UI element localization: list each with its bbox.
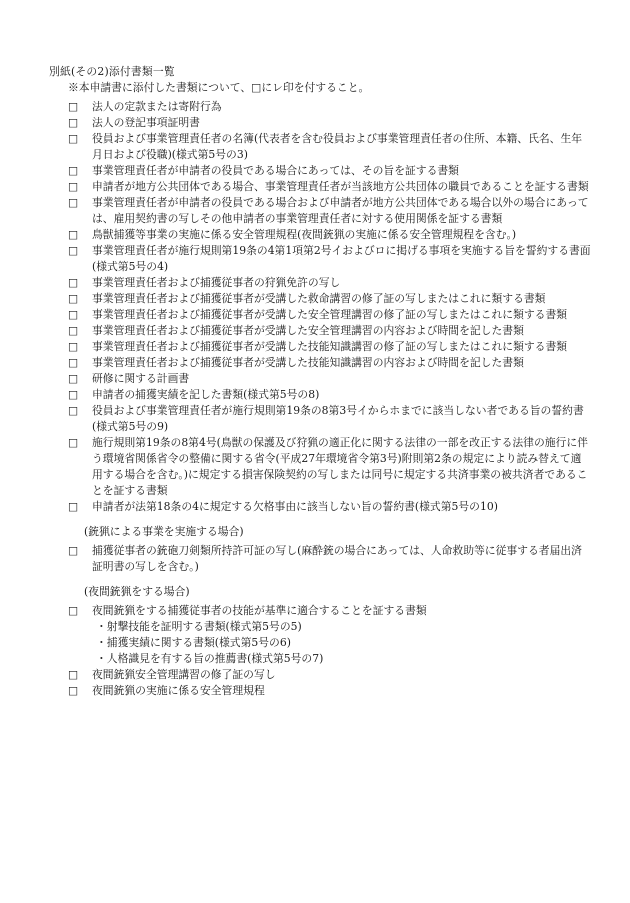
- checkbox-icon[interactable]: □: [68, 500, 79, 513]
- checkbox-icon[interactable]: □: [68, 308, 79, 321]
- checkbox-icon[interactable]: □: [68, 404, 79, 417]
- instruction-note: ※本申請書に添付した書類について、□にレ印を付すること。: [68, 81, 370, 94]
- list-item-text: 事業管理責任者が施行規則第19条の4第1項第2号イおよびロに掲げる事項を実施する旨を誓約する書面(様式第5号の4): [92, 244, 591, 273]
- sub-list-item: ・捕獲実績に関する書類(様式第5号の6): [96, 636, 291, 649]
- list-item-text: 事業管理責任者が申請者の役員である場合にあっては、その旨を証する書類: [92, 164, 459, 177]
- list-item[interactable]: [68, 355, 592, 371]
- list-item[interactable]: [68, 339, 592, 355]
- list-item-text: 事業管理責任者および捕獲従事者の狩猟免許の写し: [92, 276, 341, 289]
- list-item-text: 事業管理責任者および捕獲従事者が受講した技能知識講習の内容および時間を記した書類: [92, 356, 524, 369]
- list-item-text: 事業管理責任者および捕獲従事者が受講した安全管理講習の修了証の写しまたはこれに類する書類: [92, 308, 568, 321]
- list-item[interactable]: [68, 307, 592, 323]
- section-heading-night: (夜間銃猟をする場合): [84, 585, 190, 598]
- list-item-text: 事業管理責任者および捕獲従事者が受講した救命講習の修了証の写しまたはこれに類する書類: [92, 292, 546, 305]
- list-item-text: 夜間銃猟安全管理講習の修了証の写し: [92, 668, 276, 681]
- list-item[interactable]: [68, 603, 592, 619]
- list-item[interactable]: [68, 499, 592, 515]
- list-item-text: 役員および事業管理責任者の名簿(代表者を含む役員および事業管理責任者の住所、本籍、氏名、生年月日および役職)(様式第5号の3): [92, 132, 583, 161]
- list-item-text: 事業管理責任者および捕獲従事者が受講した技能知識講習の修了証の写しまたはこれに類する書類: [92, 340, 568, 353]
- checkbox-icon[interactable]: □: [68, 684, 79, 697]
- checkbox-icon[interactable]: □: [68, 100, 79, 113]
- list-item-text: 捕獲従事者の銃砲刀剣類所持許可証の写し(麻酔銃の場合にあっては、人命救助等に従事する者届出済証明書の写しを含む。): [92, 544, 582, 573]
- checkbox-icon[interactable]: □: [68, 244, 79, 257]
- checkbox-icon[interactable]: □: [68, 372, 79, 385]
- list-item[interactable]: [68, 291, 592, 307]
- checkbox-icon[interactable]: □: [68, 292, 79, 305]
- list-item[interactable]: [68, 243, 592, 275]
- list-item-text: 申請者の捕獲実績を記した書類(様式第5号の8): [92, 388, 320, 401]
- list-item[interactable]: [68, 403, 592, 435]
- document-title: 別紙(その2)添付書類一覧: [49, 65, 175, 78]
- list-item[interactable]: [68, 163, 592, 179]
- list-item[interactable]: [68, 195, 592, 227]
- checkbox-icon[interactable]: □: [68, 340, 79, 353]
- checkbox-icon[interactable]: □: [68, 356, 79, 369]
- list-item-text: 申請者が地方公共団体である場合、事業管理責任者が当該地方公共団体の職員であることを証する書類: [92, 180, 589, 193]
- checkbox-icon[interactable]: □: [68, 180, 79, 193]
- list-item-text: 夜間銃猟の実施に係る安全管理規程: [92, 684, 265, 697]
- list-item-text: 事業管理責任者および捕獲従事者が受講した安全管理講習の内容および時間を記した書類: [92, 324, 524, 337]
- list-item[interactable]: [68, 683, 592, 699]
- checkbox-icon[interactable]: □: [68, 544, 79, 557]
- list-item[interactable]: [68, 387, 592, 403]
- list-item-text: 法人の定款または寄附行為: [92, 100, 222, 113]
- list-item[interactable]: [68, 435, 592, 499]
- list-item[interactable]: [68, 179, 592, 195]
- checkbox-icon[interactable]: □: [68, 668, 79, 681]
- checkbox-icon[interactable]: □: [68, 132, 79, 145]
- list-item-text: 夜間銃猟をする捕獲従事者の技能が基準に適合することを証する書類: [92, 604, 427, 617]
- list-item-text: 申請者が法第18条の4に規定する欠格事由に該当しない旨の誓約書(様式第5号の10): [92, 500, 498, 513]
- checkbox-icon[interactable]: □: [68, 276, 79, 289]
- checkbox-icon[interactable]: □: [68, 324, 79, 337]
- checkbox-icon[interactable]: □: [68, 228, 79, 241]
- checkbox-icon[interactable]: □: [68, 164, 79, 177]
- sub-list-item: ・射撃技能を証明する書類(様式第5号の5): [96, 620, 302, 633]
- list-item[interactable]: [68, 131, 592, 163]
- attachment-list: [68, 99, 592, 699]
- list-item-text: 役員および事業管理責任者が施行規則第19条の8第3号イからホまでに該当しない者である旨の誓約書(様式第5号の9): [92, 404, 584, 433]
- checkbox-icon[interactable]: □: [68, 388, 79, 401]
- checkbox-icon[interactable]: □: [68, 116, 79, 129]
- list-item-text: 事業管理責任者が申請者の役員である場合および申請者が地方公共団体である場合以外の場合にあっては、雇用契約書の写しその他申請者の事業管理責任者に対する使用関係を証する書類: [92, 196, 589, 225]
- list-item[interactable]: [68, 371, 592, 387]
- sub-list-item: ・人格識見を有する旨の推薦書(様式第5号の7): [96, 652, 324, 665]
- section-heading-gun: (銃猟による事業を実施する場合): [84, 525, 244, 538]
- checkbox-icon[interactable]: □: [68, 604, 79, 617]
- checkbox-icon[interactable]: □: [68, 436, 79, 449]
- list-item[interactable]: [68, 543, 592, 575]
- list-item[interactable]: [68, 667, 592, 683]
- list-item[interactable]: [68, 115, 592, 131]
- list-item-text: 施行規則第19条の8第4号(鳥獣の保護及び狩猟の適正化に関する法律の一部を改正する法律の施行に伴う環境省関係省令の整備に関する省令(平成27年環境省令第3号)附則第2条の規定により読み替えて適用する場合を含む。)に規定する損害保険契約の写しまたは同号に規定する共済事業の被共済者であることを証する書類: [92, 436, 588, 497]
- sub-list: [68, 619, 592, 667]
- list-item[interactable]: [68, 227, 592, 243]
- list-item[interactable]: [68, 99, 592, 115]
- checkbox-icon[interactable]: □: [68, 196, 79, 209]
- list-item[interactable]: [68, 275, 592, 291]
- list-item-text: 研修に関する計画書: [92, 372, 190, 385]
- list-item[interactable]: [68, 323, 592, 339]
- list-item-text: 鳥獣捕獲等事業の実施に係る安全管理規程(夜間銃猟の実施に係る安全管理規程を含む。): [92, 228, 517, 241]
- list-item-text: 法人の登記事項証明書: [92, 116, 200, 129]
